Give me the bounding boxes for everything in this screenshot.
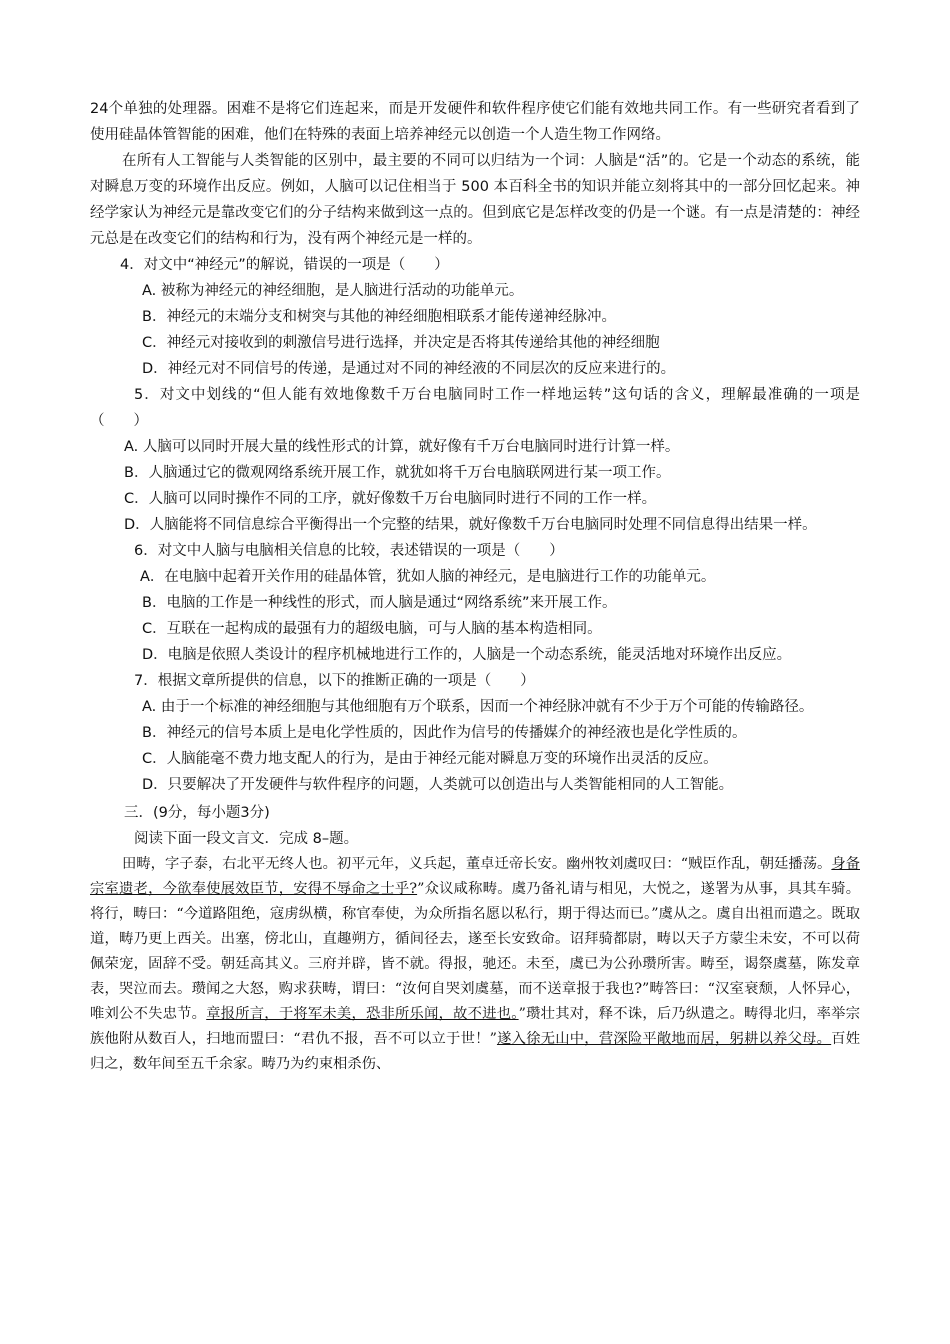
question-6-option-b: B．电脑的工作是一种线性的形式，而人脑是通过“网络系统”来开展工作。 [142,595,617,611]
document-page [90,96,860,1077]
section-3-heading: 三．(9分，每小题3分) [124,805,270,821]
underlined-sentence-1: 身备宗室遗老，今欲奉使展效臣节，安得不辱命之士乎? [90,856,860,897]
question-7-option-a: A. 由于一个标准的神经细胞与其他细胞有万个联系，因而一个神经脉冲就有不少于万个可能的传输路径。 [142,699,814,715]
question-4-option-d: D．神经元对不同信号的传递，是通过对不同的神经液的不同层次的反应来进行的。 [142,361,676,377]
passage-paragraph: 24个单独的处理器。困难不是将它们连起来，而是开发硬件和软件程序使它们能有效地共同工作。有一些研究者看到了使用硅晶体管智能的困难，他们在特殊的表面上培养神经元以创造一个人造生物工作网络。 [90,101,860,143]
question-5-option-d: D．人脑能将不同信息综合平衡得出一个完整的结果，就好像数千万台电脑同时处理不同信息得出结果一样。 [124,517,817,533]
classical-text: 百姓归之，数年间至五千余家。畴乃为约束相杀伤、 [90,1031,860,1072]
question-6-option-c: C．互联在一起构成的最强有力的超级电脑，可与人脑的基本构造相同。 [142,621,602,637]
question-6-stem: 6．对文中人脑与电脑相关信息的比较，表述错误的一项是（ ） [134,543,564,559]
question-7-option-c: C．人脑能毫不费力地支配人的行为，是由于神经元能对瞬息万变的环境作出灵活的反应。 [142,751,718,767]
passage-paragraph: 在所有人工智能与人类智能的区别中，最主要的不同可以归结为一个词：人脑是“活”的。它是一个动态的系统，能对瞬息万变的环境作出反应。例如，人脑可以记住相当于 500 本百科全书的知识并能立刻将其中的一部分回忆起来。神经学家认为神经元是靠改变它们的分子结构来做到这一点的。但到底它是怎样改变的仍是一个谜。有一点是清楚的：神经元总是在改变它们的结构和行为，没有两个神经元是一样的。 [90,153,860,247]
classical-text: ”众议咸称畴。虞乃备礼请与相见，大悦之，遂署为从事，具其车骑。将行，畴曰：“今道路阻绝，寇虏纵横，称官奉使，为众所指名愿以私行，期于得达而已。”虞从之。虞自出祖而遣之。既取道，畴乃更上西关。出塞，傍北山，直趣朔方，循间径去，遂至长安致命。诏拜骑都尉，畴以天子方蒙尘未安，不可以荷佩荣宠，固辞不受。朝廷高其义。三府并辟，皆不就。得报，驰还。未至，虞已为公孙瓒所害。畴至，谒祭虞墓，陈发章表，哭泣而去。瓒闻之大怒，购求获畴，谓曰：“汝何自哭刘虞墓，而不送章报于我也?”畴答曰：“汉室衰颓，人怀异心，唯刘公不失忠节。 [90,881,860,1022]
question-5-option-a: A. 人脑可以同时开展大量的线性形式的计算，就好像有千万台电脑同时进行计算一样。 [124,439,680,455]
question-6-option-d: D．电脑是依照人类设计的程序机械地进行工作的，人脑是一个动态系统，能灵活地对环境作出反应。 [142,647,792,663]
question-5-option-b: B．人脑通过它的微观网络系统开展工作，就犹如将千万台电脑联网进行某一项工作。 [124,465,671,481]
question-4-option-a: A. 被称为神经元的神经细胞，是人脑进行活动的功能单元。 [142,283,524,299]
question-4-option-b: B．神经元的末端分支和树突与其他的神经细胞相联系才能传递神经脉冲。 [142,309,616,325]
question-4-stem: 4．对文中“神经元”的解说，错误的一项是（ ） [120,257,449,273]
question-7-option-b: B．神经元的信号本质上是电化学性质的，因此作为信号的传播媒介的神经液也是化学性质的。 [142,725,747,741]
underlined-sentence-3: 遂入徐无山中，营深险平敞地而居，躬耕以养父母。 [496,1031,832,1047]
question-6-option-a: A．在电脑中起着开关作用的硅晶体管，犹如人脑的神经元，是电脑进行工作的功能单元。 [140,569,716,585]
classical-text: ”瓒壮其对，释不诛，后乃纵遣之。畴得北归，率举宗族他附从数百人，扫地而盟曰：“君仇不报，吾不可以立于世！” [90,1006,860,1047]
classical-passage [90,852,860,1077]
question-4-option-c: C．神经元对接收到的刺激信号进行选择，并决定是否将其传递给其他的神经细胞 [142,335,660,351]
question-5-stem: 5．对文中划线的“但人能有效地像数千万台电脑同时工作一样地运转”这句话的含义，理解最准确的一项是（ ） [90,387,860,429]
section-3-instruction: 阅读下面一段文言文．完成 8–题。 [134,831,359,847]
classical-text: 田畴，字子泰，右北平无终人也。初平元年，义兵起，董卓迁帝长安。幽州牧刘虞叹曰：“贼臣作乱，朝廷播荡。 [122,856,832,872]
underlined-sentence-2: 章报所言，于将军未美，恐非所乐闻，故不进也。 [206,1006,519,1022]
question-5-option-c: C．人脑可以同时操作不同的工序，就好像数千万台电脑同时进行不同的工作一样。 [124,491,657,507]
question-7-option-d: D．只要解决了开发硬件与软件程序的问题，人类就可以创造出与人类智能相同的人工智能。 [142,777,734,793]
question-7-stem: 7．根据文章所提供的信息，以下的推断正确的一项是（ ） [134,673,535,689]
